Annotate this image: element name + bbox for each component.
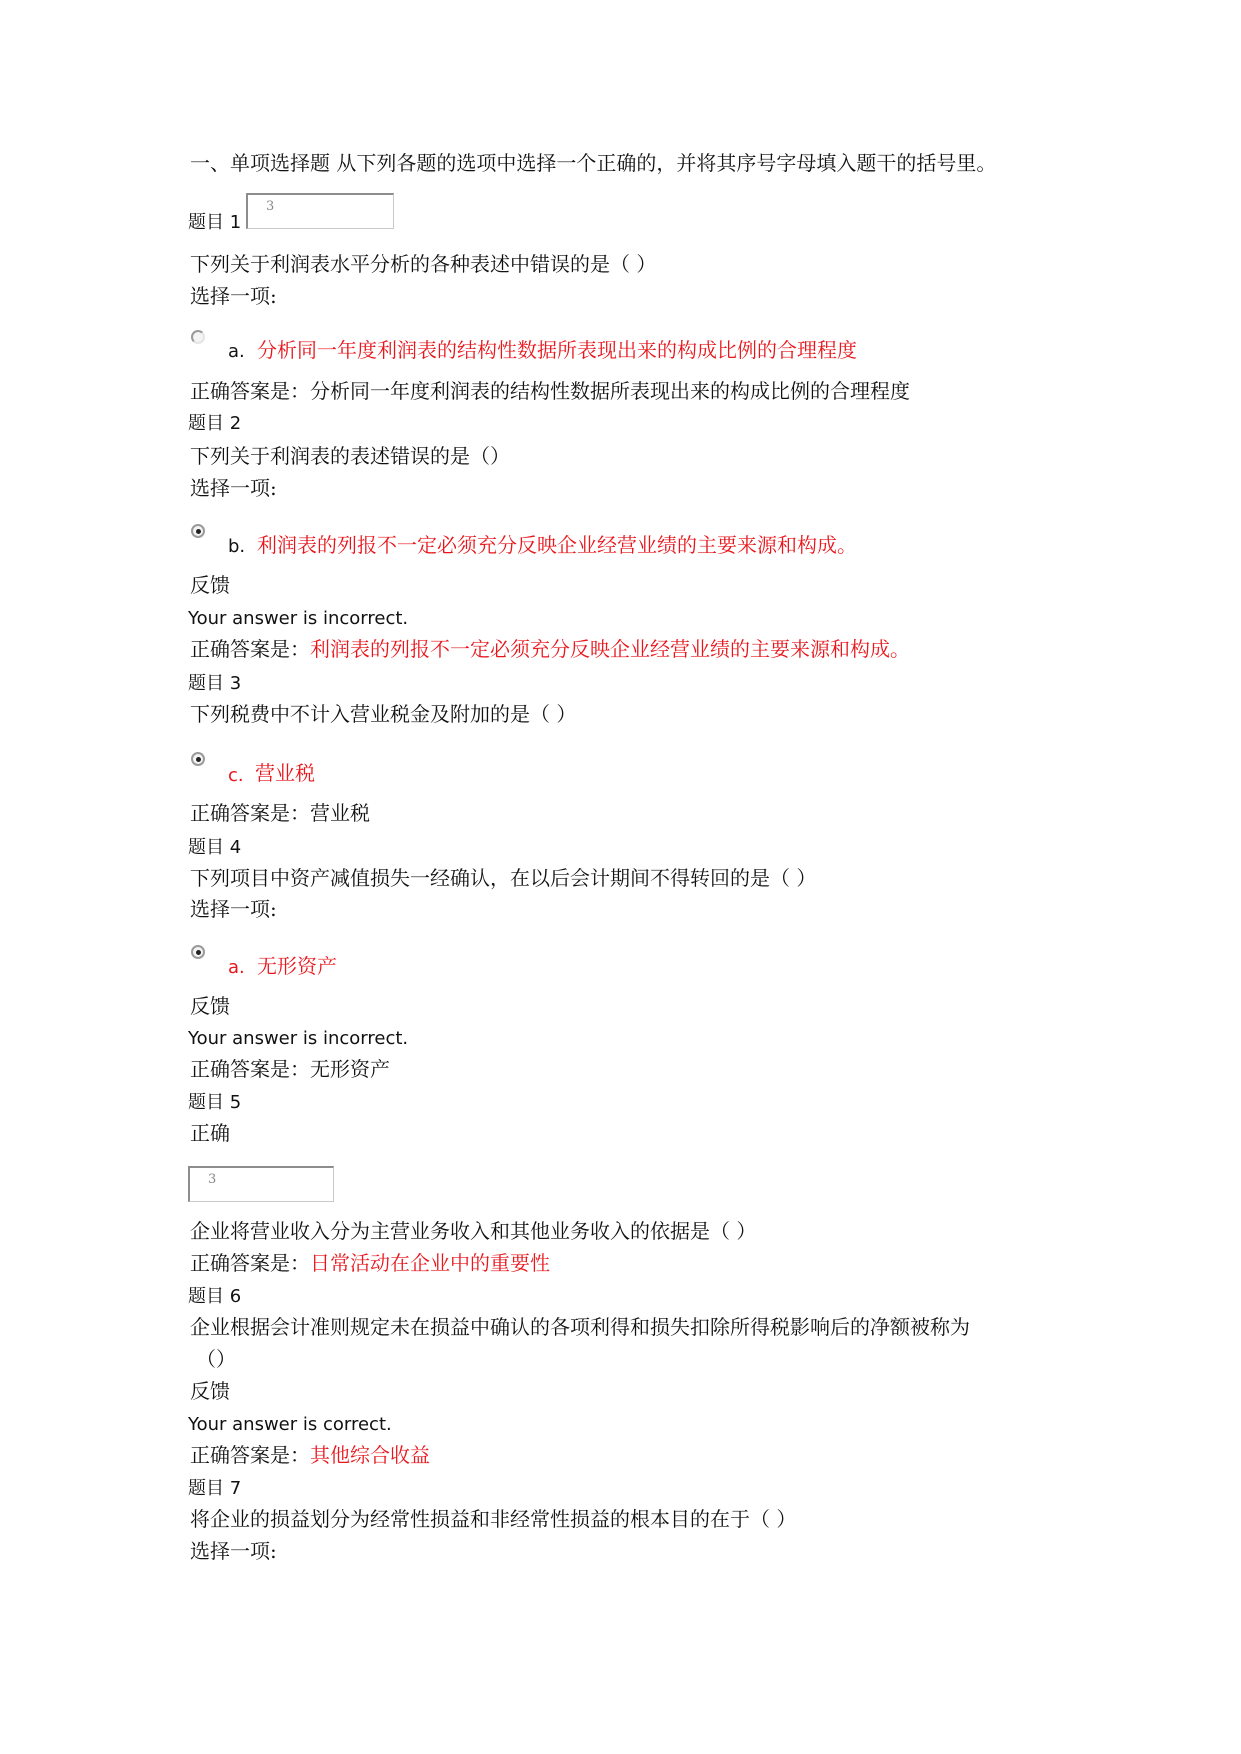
question-3-text: 下列税费中不计入营业税金及附加的是（ ） — [190, 702, 577, 726]
question-2-option-letter: b. — [228, 536, 246, 557]
question-4-correct-answer — [190, 1055, 390, 1083]
question-5-status: 正确 — [190, 1121, 230, 1145]
correct-answer-prefix: 正确答案是： — [190, 379, 310, 403]
question-4-text: 下列项目中资产减值损失一经确认，在以后会计期间不得转回的是（ ） — [190, 866, 817, 890]
question-2-correct-answer — [190, 635, 910, 663]
question-1-score-box: 3 — [246, 193, 394, 229]
question-4-feedback-text: Your answer is incorrect. — [188, 1028, 409, 1049]
question-6-correct-answer — [190, 1441, 430, 1469]
question-1-title: 题目 1 — [188, 212, 242, 233]
question-7-choose-one: 选择一项: — [190, 1539, 277, 1563]
correct-answer-value: 利润表的列报不一定必须充分反映企业经营业绩的主要来源和构成。 — [310, 637, 910, 661]
question-4-choose-one: 选择一项: — [190, 897, 277, 921]
correct-answer-value: 分析同一年度利润表的结构性数据所表现出来的构成比例的合理程度 — [310, 379, 910, 403]
question-4-option-letter: a. — [228, 957, 245, 978]
question-2-text: 下列关于利润表的表述错误的是（） — [190, 444, 510, 468]
question-1-correct-answer — [190, 377, 910, 405]
question-1-option-letter: a. — [228, 341, 245, 362]
correct-answer-prefix: 正确答案是： — [190, 1443, 310, 1467]
correct-answer-value: 无形资产 — [310, 1057, 390, 1081]
question-6-text-line1: 企业根据会计准则规定未在损益中确认的各项利得和损失扣除所得税影响后的净额被称为 — [190, 1315, 970, 1339]
question-4-radio[interactable] — [191, 945, 205, 959]
question-6-feedback-text: Your answer is correct. — [188, 1414, 392, 1435]
correct-answer-value: 日常活动在企业中的重要性 — [310, 1251, 550, 1275]
question-5-title: 题目 5 — [188, 1092, 242, 1113]
question-2-choose-one: 选择一项: — [190, 476, 277, 500]
correct-answer-prefix: 正确答案是： — [190, 1251, 310, 1275]
question-3-option-letter: c. — [228, 765, 244, 786]
question-2-title: 题目 2 — [188, 413, 242, 434]
question-1-choose-one: 选择一项: — [190, 284, 277, 308]
question-5-correct-answer — [190, 1249, 550, 1277]
question-2-radio[interactable] — [191, 524, 205, 538]
question-6-feedback-label: 反馈 — [190, 1379, 230, 1403]
question-2-feedback-text: Your answer is incorrect. — [188, 608, 409, 629]
section-intro: 一、单项选择题 从下列各题的选项中选择一个正确的，并将其序号字母填入题干的括号里。 — [190, 151, 997, 175]
question-1-radio[interactable] — [191, 330, 205, 344]
question-4-title: 题目 4 — [188, 837, 242, 858]
question-5-text: 企业将营业收入分为主营业务收入和其他业务收入的依据是（ ） — [190, 1219, 757, 1243]
question-4-option-text[interactable]: 无形资产 — [257, 954, 337, 978]
question-3-radio[interactable] — [191, 752, 205, 766]
question-7-text: 将企业的损益划分为经常性损益和非经常性损益的根本目的在于（ ） — [190, 1507, 797, 1531]
question-7-title: 题目 7 — [188, 1478, 242, 1499]
question-3-title: 题目 3 — [188, 673, 242, 694]
correct-answer-prefix: 正确答案是： — [190, 801, 310, 825]
question-6-text-line2: （） — [196, 1347, 236, 1371]
question-5-score-box: 3 — [188, 1166, 334, 1202]
question-4-feedback-label: 反馈 — [190, 994, 230, 1018]
question-2-feedback-label: 反馈 — [190, 573, 230, 597]
question-2-option-text[interactable]: 利润表的列报不一定必须充分反映企业经营业绩的主要来源和构成。 — [257, 533, 857, 557]
question-1-option-text[interactable]: 分析同一年度利润表的结构性数据所表现出来的构成比例的合理程度 — [257, 338, 857, 362]
correct-answer-value: 营业税 — [310, 801, 370, 825]
correct-answer-prefix: 正确答案是： — [190, 637, 310, 661]
question-3-option-text[interactable]: 营业税 — [255, 761, 315, 785]
question-1-text: 下列关于利润表水平分析的各种表述中错误的是（ ） — [190, 252, 657, 276]
correct-answer-value: 其他综合收益 — [310, 1443, 430, 1467]
question-3-correct-answer — [190, 799, 370, 827]
question-6-title: 题目 6 — [188, 1286, 242, 1307]
correct-answer-prefix: 正确答案是： — [190, 1057, 310, 1081]
